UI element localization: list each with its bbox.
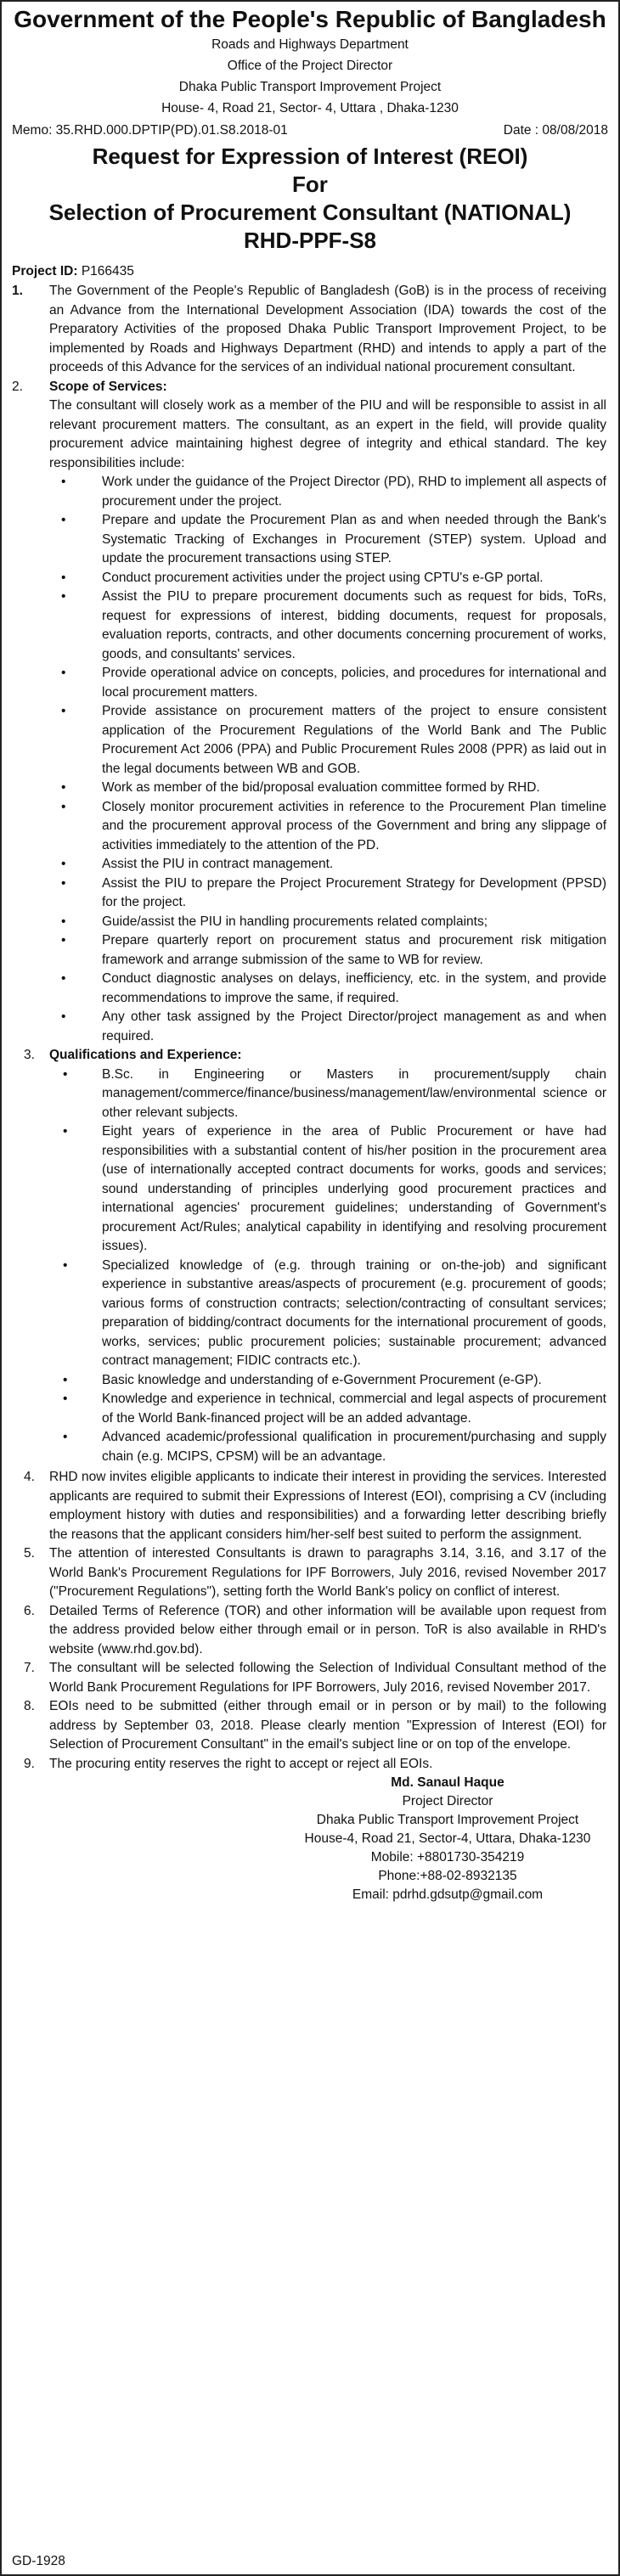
title-line-2: For [292, 172, 328, 197]
section-number: 2. [12, 379, 23, 394]
section-text: The consultant will be selected following the Selection of Individual Consultant method of the World Bank Procurement Regulations for IPF Borrowers, July 2016, revised November 2017. [49, 1661, 606, 1695]
title-line-4: RHD-PPF-S8 [243, 228, 376, 253]
section-number: 8. [24, 1699, 35, 1713]
list-item: • Eight years of experience in the area of Public Procurement or have had responsibilities with a substantial content of his/her position in the procurement area (use of internationally accepted contract documents for works, goods and services; sound understanding of principles underlying good procurement practices and international agencies' procurement guidelines; understanding of Government's procurement Act/Rules; analytical capability in identifying and resolving procurement issues). [63, 1124, 606, 1253]
qualifications-list [2, 1066, 618, 1467]
list-item: • Assist the PIU to prepare the Project Procurement Strategy for Development (PPSD) for the project. [61, 875, 606, 909]
scope-list [2, 473, 618, 1046]
signatory-mobile: Mobile: +8801730-354219 [370, 1850, 525, 1865]
list-item: • Conduct diagnostic analyses on delays, inefficiency, etc. in the system, and provide recommendations to improve the same, if required. [61, 971, 606, 1005]
signatory-email: Email: pdrhd.gdsutp@gmail.com [352, 1887, 544, 1902]
list-item: • Provide operational advice on concepts, policies, and procedures for international and local procurement matters. [61, 666, 606, 700]
list-item: • Prepare quarterly report on procurement status and procurement risk mitigation framework and arrange submission of the same to WB for review. [61, 933, 606, 967]
project-id-value: P166435 [81, 264, 134, 278]
signatory-project: Dhaka Public Transport Improvement Project [316, 1813, 579, 1827]
list-item: • Assist the PIU to prepare procurement documents such as request for bids, ToRs, request for expressions of interest, bidding documents, request for proposals, evaluation reports, contracts, and other documents concerning procurement of works, goods, and consultants' services. [61, 589, 606, 661]
government-title: Government of the People's Republic of Bangladesh [14, 6, 606, 32]
department: Roads and Highways Department [211, 37, 409, 52]
section-number: 1. [12, 284, 23, 298]
section-text: Detailed Terms of Reference (TOR) and other information will be available upon request from the address provided below either through email or in person. ToR is also available in RHD's website (www.rhd.gov.bd). [49, 1603, 606, 1656]
section-text: EOIs need to be submitted (either through email or in person or by mail) to the following address by September 03, 2018. Please clearly mention "Expression of Interest (EOI) for Selection of Procurement Consultant" in the email's subject line or on top of the envelope. [49, 1699, 606, 1752]
section-6 [2, 1602, 618, 1660]
section-text: The consultant will closely work as a member of the PIU and will be responsible to assist in all relevant procurement matters. The consultant, as an expert in the field, will provide quality procurement advice maintaining highest degree of integrity and ethical standard. The key responsibilities include: [49, 398, 606, 470]
list-item: • Work as member of the bid/proposal evaluation committee formed by RHD. [61, 780, 540, 795]
list-item: • B.Sc. in Engineering or Masters in procurement/supply chain management/commerce/finance/business/management/law/environmental science or other relevant subjects. [63, 1066, 606, 1120]
section-3 [2, 1046, 618, 1066]
signature-block [2, 1774, 613, 1904]
section-text: The attention of interested Consultants is drawn to paragraphs 3.14, 3.16, and 3.17 of the World Bank's Procurement Regulations for IPF Borrowers, July 2016, revised November 2017 ("Procurement Regulations"), setting forth the World Bank's policy on conflict of interest. [49, 1546, 606, 1599]
section-text: The Government of the People's Republic of Bangladesh (GoB) is in the process of receiving an Advance from the International Development Association (IDA) towards the cost of the Preparatory Activities of the proposed Dhaka Public Transport Improvement Project, to be implemented by Roads and Highways Department (RHD) and intends to apply a part of the proceeds of this Advance for the services of an individual national procurement consultant. [49, 284, 606, 374]
section-number: 3. [24, 1048, 35, 1062]
list-item: • Work under the guidance of the Project Director (PD), RHD to implement all aspects of procurement under the project. [61, 475, 606, 509]
section-text: RHD now invites eligible applicants to indicate their interest in providing the services. Interested applicants are required to submit their Expressions of Interest (EOI), comprising a CV (including employment history with duties and responsibilities) and a forwarding letter describing briefly the reasons that the applicant considers him/her-self best suited to perform the assignment. [49, 1470, 606, 1542]
signatory-role: Project Director [402, 1794, 493, 1808]
list-item: • Basic knowledge and understanding of e-Government Procurement (e-GP). [63, 1372, 542, 1387]
memo-row [2, 121, 618, 141]
title-line-1: Request for Expression of Interest (REOI) [92, 143, 528, 169]
list-item: • Provide assistance on procurement matters of the project to ensure consistent application of the Procurement Regulations of the World Bank and The Public Procurement Act 2006 (PPA) and Public Procurement Rules 2008 (PPR) as laid out in the legal documents between WB and GOB. [61, 704, 606, 776]
project-name: Dhaka Public Transport Improvement Project [178, 80, 442, 94]
section-9 [2, 1755, 618, 1775]
section-8 [2, 1697, 618, 1755]
section-number: 7. [24, 1661, 35, 1675]
signatory-name: Md. Sanaul Haque [391, 1775, 504, 1790]
memo-number: Memo: 35.RHD.000.DPTIP(PD).01.S8.2018-01 [12, 123, 288, 138]
section-number: 6. [24, 1603, 35, 1618]
project-id [2, 262, 618, 282]
list-item: • Knowledge and experience in technical, commercial and legal aspects of procurement of the World Bank-financed project will be an added advantage. [63, 1392, 606, 1426]
office: Office of the Project Director [227, 59, 393, 73]
section-number: 9. [24, 1756, 35, 1771]
section-5 [2, 1544, 618, 1602]
section-text: The procuring entity reserves the right to accept or reject all EOIs. [49, 1756, 433, 1771]
project-id-label: Project ID: [12, 264, 78, 278]
section-title: Scope of Services: [49, 379, 167, 394]
list-item: • Advanced academic/professional qualification in procurement/purchasing and supply chain (e.g. MCIPS, CPSM) will be an advantage. [63, 1430, 606, 1464]
section-number: 5. [24, 1546, 35, 1561]
list-item: • Prepare and update the Procurement Plan as and when needed through the Bank's Systematic Tracking of Exchanges in Procurement (STEP) system. Upload and update the procurement transactions using STEP. [61, 513, 606, 565]
list-item: • Specialized knowledge of (e.g. through training or on-the-job) and significant experience in substantive areas/aspects of procurement (e.g. procurement of goods; various forms of construction contracts; selection/contracting of consultant services; preparation of bidding/contract documents for the international procurement of goods, works, services; public procurement policies; sustainable procurement; advanced contract management; FIDIC contracts etc.). [63, 1257, 606, 1368]
section-title: Qualifications and Experience: [49, 1048, 242, 1062]
address: House- 4, Road 21, Sector- 4, Uttara , Dhaka-1230 [161, 101, 459, 115]
list-item: • Conduct procurement activities under the project using CPTU's e-GP portal. [61, 570, 544, 585]
list-item: • Guide/assist the PIU in handling procurements related complaints; [61, 914, 488, 929]
memo-date: Date : 08/08/2018 [503, 123, 608, 138]
section-2 [2, 378, 618, 474]
section-7 [2, 1659, 618, 1697]
list-item: • Closely monitor procurement activities in reference to the Procurement Plan timeline and the procurement approval process of the Government and bring any slippage of activities immediately to the attention of the PD. [61, 799, 606, 852]
section-4 [2, 1468, 618, 1544]
notice-title [2, 143, 618, 255]
list-item: • Assist the PIU in contract management. [61, 857, 334, 871]
notice-body [2, 282, 618, 1774]
footer-code: GD-1928 [12, 2554, 65, 2568]
section-1 [2, 282, 618, 378]
signatory-address: House-4, Road 21, Sector-4, Uttara, Dhaka-1230 [304, 1831, 591, 1846]
list-item: • Any other task assigned by the Project Director/project management as and when required. [61, 1010, 606, 1043]
section-number: 4. [24, 1470, 35, 1484]
title-line-3: Selection of Procurement Consultant (NATIONAL) [48, 200, 572, 225]
signatory-phone: Phone:+88-02-8932135 [378, 1869, 517, 1883]
header [2, 5, 618, 119]
